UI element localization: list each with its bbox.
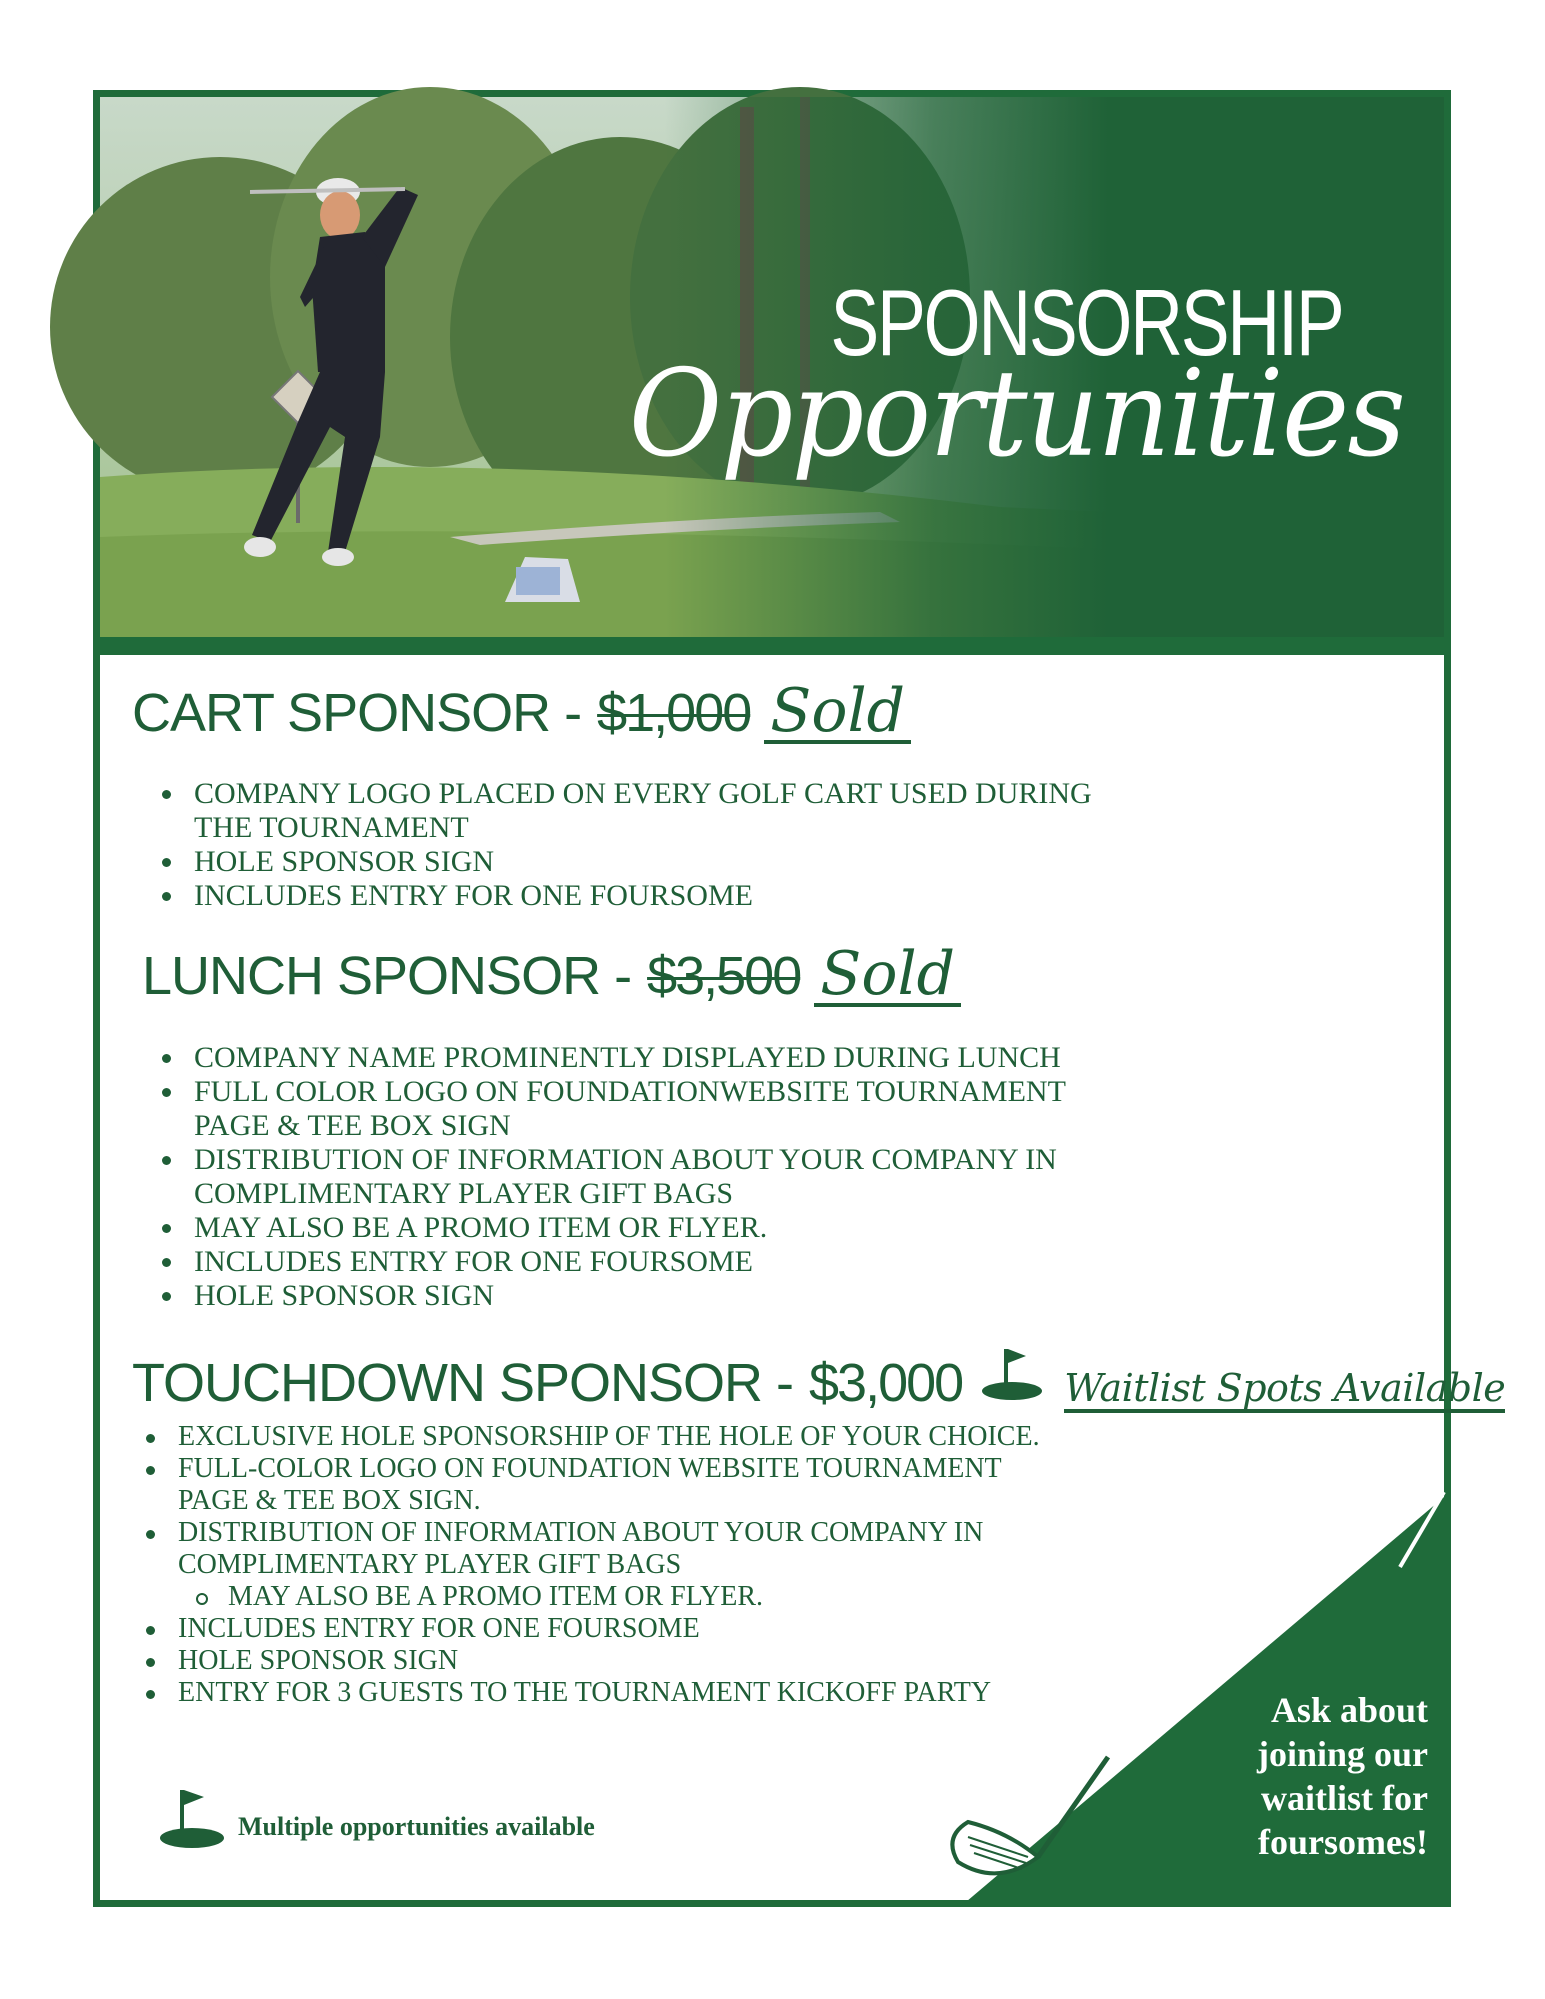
list-item: COMPANY NAME PROMINENTLY DISPLAYED DURING LUNCH <box>156 1041 1066 1075</box>
touchdown-sponsor-name: TOUCHDOWN SPONSOR - <box>132 1353 794 1413</box>
golf-flag-icon <box>980 1347 1044 1401</box>
list-item: INCLUDES ENTRY FOR ONE FOURSOME <box>156 879 1092 913</box>
touchdown-sponsor-heading <box>132 1347 1505 1414</box>
list-item: EXCLUSIVE HOLE SPONSORSHIP OF THE HOLE OF YOUR CHOICE. <box>140 1421 1040 1453</box>
cart-sponsor-price: $1,000 <box>597 683 751 743</box>
lunch-sponsor-price: $3,500 <box>647 946 801 1006</box>
flyer-frame <box>93 90 1506 1907</box>
list-item: HOLE SPONSOR SIGN <box>140 1645 1040 1677</box>
golf-club-icon <box>938 1737 1118 1887</box>
lunch-sponsor-name: LUNCH SPONSOR - <box>142 946 632 1006</box>
lunch-sponsor-heading <box>142 939 961 1009</box>
page-title-script: Opportunities <box>628 345 1404 484</box>
list-item: DISTRIBUTION OF INFORMATION ABOUT YOUR COMPANY IN <box>140 1517 1040 1549</box>
list-item: COMPLIMENTARY PLAYER GIFT BAGS <box>194 1177 734 1210</box>
touchdown-sponsor-benefits <box>140 1421 1040 1709</box>
cart-sponsor-status: Sold <box>764 683 911 744</box>
list-item: MAY ALSO BE A PROMO ITEM OR FLYER. <box>140 1581 1040 1613</box>
footer-note <box>158 1788 595 1850</box>
footer-note-text: Multiple opportunities available <box>238 1812 595 1841</box>
touchdown-sponsor-price: $3,000 <box>809 1353 963 1413</box>
list-item: INCLUDES ENTRY FOR ONE FOURSOME <box>140 1613 1040 1645</box>
list-item: HOLE SPONSOR SIGN <box>156 845 1092 879</box>
golf-flag-icon <box>158 1788 226 1850</box>
waitlist-callout <box>1168 1688 1428 1864</box>
list-item: FULL-COLOR LOGO ON FOUNDATION WEBSITE TOURNAMENT <box>140 1453 1040 1485</box>
lunch-sponsor-status: Sold <box>814 946 961 1007</box>
list-item: PAGE & TEE BOX SIGN <box>194 1109 511 1142</box>
list-item: THE TOURNAMENT <box>194 811 469 844</box>
callout-line-4: foursomes! <box>1258 1822 1428 1862</box>
list-item: PAGE & TEE BOX SIGN. <box>178 1485 481 1516</box>
list-item: HOLE SPONSOR SIGN <box>156 1279 1066 1313</box>
list-item: FULL COLOR LOGO ON FOUNDATIONWEBSITE TOURNAMENT <box>156 1075 1066 1109</box>
callout-line-3: waitlist for <box>1261 1778 1428 1818</box>
list-item: ENTRY FOR 3 GUESTS TO THE TOURNAMENT KICKOFF PARTY <box>140 1677 1040 1709</box>
cart-sponsor-name: CART SPONSOR - <box>132 683 582 743</box>
list-item: COMPANY LOGO PLACED ON EVERY GOLF CART USED DURING <box>156 777 1092 811</box>
list-item: DISTRIBUTION OF INFORMATION ABOUT YOUR COMPANY IN <box>156 1143 1066 1177</box>
cart-sponsor-benefits <box>156 777 1092 913</box>
callout-line-1: Ask about <box>1270 1690 1428 1730</box>
list-item: MAY ALSO BE A PROMO ITEM OR FLYER. <box>156 1211 1066 1245</box>
page-title: SPONSORSHIP <box>829 270 1342 375</box>
callout-line-2: joining our <box>1256 1734 1428 1774</box>
list-item: COMPLIMENTARY PLAYER GIFT BAGS <box>178 1549 682 1580</box>
lunch-sponsor-benefits <box>156 1041 1066 1313</box>
touchdown-sponsor-status: Waitlist Spots Available <box>1064 1369 1505 1413</box>
list-item: INCLUDES ENTRY FOR ONE FOURSOME <box>156 1245 1066 1279</box>
cart-sponsor-heading <box>132 676 911 746</box>
